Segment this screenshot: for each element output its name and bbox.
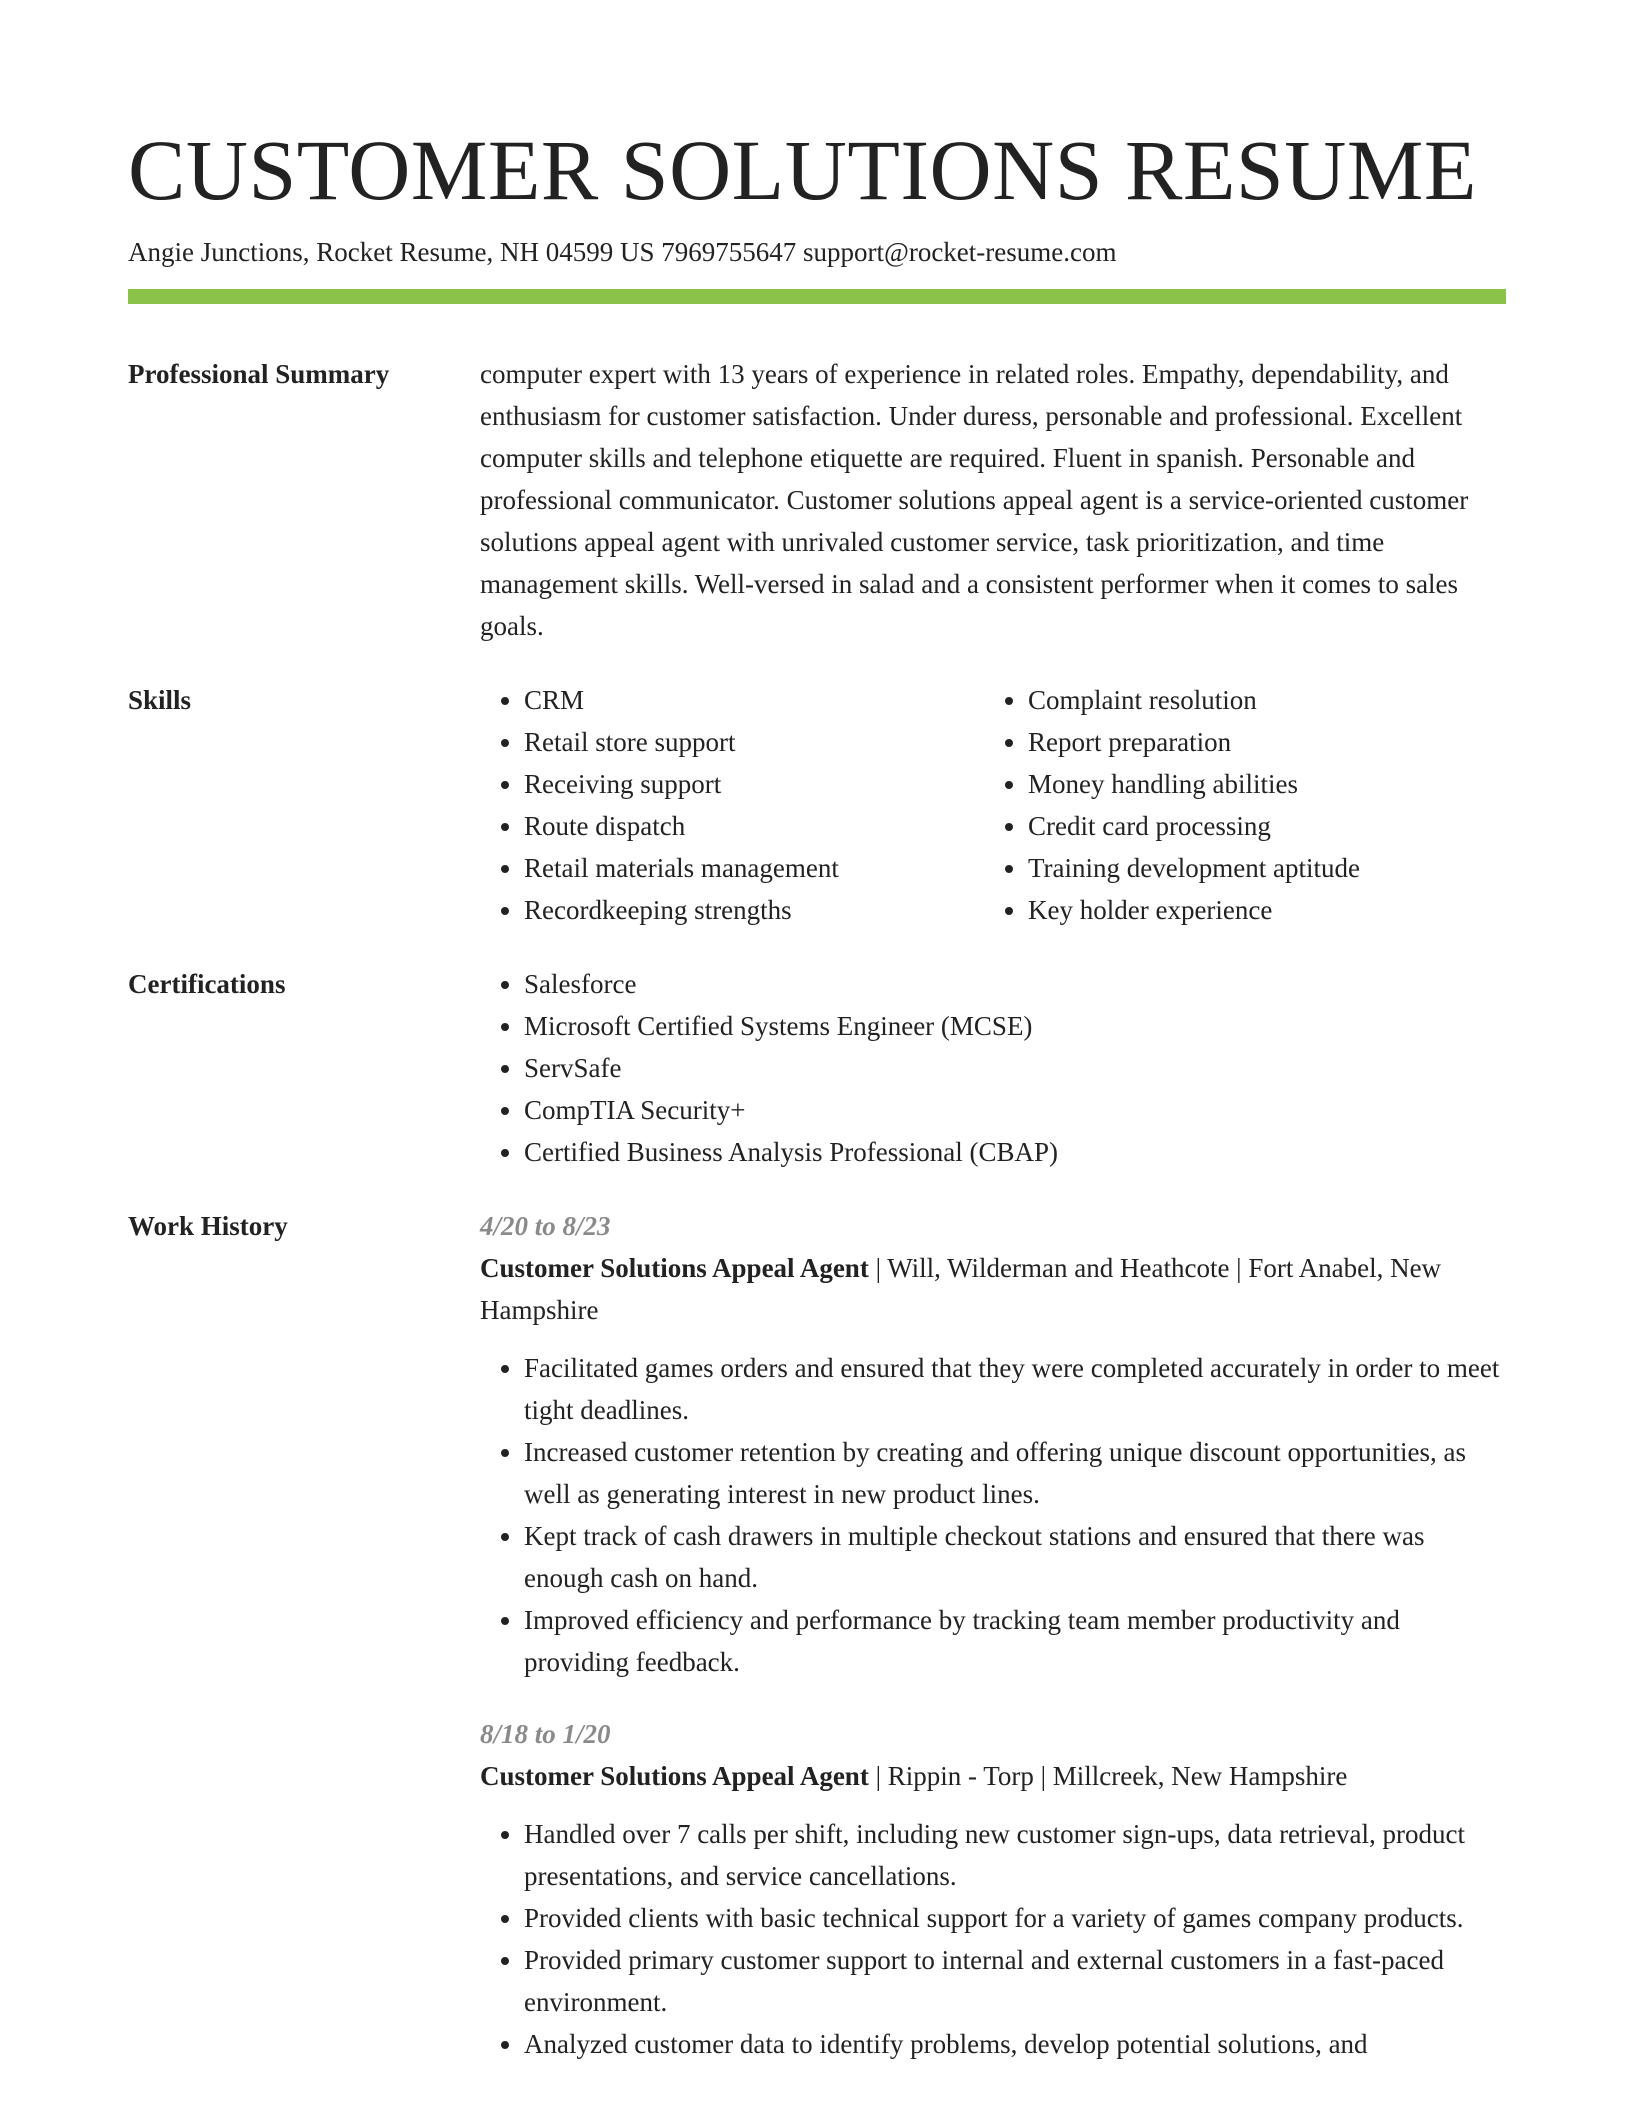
certifications-content <box>480 963 1506 1173</box>
job-title: Customer Solutions Appeal Agent <box>480 1761 869 1791</box>
work-history-heading: Work History <box>128 1211 288 1241</box>
contact-line: Angie Junctions, Rocket Resume, NH 04599 US 7969755647 support@rocket-resume.com <box>128 237 1117 267</box>
summary-section <box>128 353 1506 647</box>
skill-item: • Training development aptitude <box>1028 847 1506 889</box>
skill-item: • Complaint resolution <box>1028 679 1506 721</box>
certification-item: • Certified Business Analysis Professional (CBAP) <box>524 1131 1506 1173</box>
summary-text: computer expert with 13 years of experience in related roles. Empathy, dependability, and enthusiasm for customer satisfaction. Under duress, personable and professional. Excellent computer skills and telephone etiquette are required. Fluent in spanish. Personable and professional communicator. Customer solutions appeal agent is a service-oriented customer solutions appeal agent with unrivaled customer service, task prioritization, and time management skills. Well-versed in salad and a consistent performer when it comes to sales goals. <box>480 359 1469 641</box>
job-details: | Rippin - Torp | Millcreek, New Hampshire <box>868 1761 1348 1791</box>
skill-item: • CRM <box>524 679 984 721</box>
certification-item: • ServSafe <box>524 1047 1506 1089</box>
skill-item: • Recordkeeping strengths <box>524 889 984 931</box>
job-bullet: • Facilitated games orders and ensured that they were completed accurately in order to meet tight deadlines. <box>524 1347 1506 1431</box>
skill-item: • Key holder experience <box>1028 889 1506 931</box>
skill-item: • Route dispatch <box>524 805 984 847</box>
resume-title: CUSTOMER SOLUTIONS RESUME <box>128 122 1477 218</box>
job-details: | Will, Wilderman and Heathcote | Fort Anabel, New Hampshire <box>480 1253 1442 1325</box>
job-dates: 8/18 to 1/20 <box>480 1719 611 1749</box>
accent-divider <box>128 289 1506 304</box>
skills-columns <box>480 679 1506 931</box>
skills-section <box>128 679 1506 931</box>
summary-heading: Professional Summary <box>128 359 390 389</box>
skills-heading: Skills <box>128 685 192 715</box>
job-bullet: • Provided primary customer support to internal and external customers in a fast-paced environment. <box>524 1939 1506 2023</box>
skill-item: • Retail materials management <box>524 847 984 889</box>
job-bullet: • Provided clients with basic technical support for a variety of games company products. <box>524 1897 1506 1939</box>
job-bullets <box>480 1813 1506 2065</box>
certifications-list <box>480 963 1506 1173</box>
certifications-heading: Certifications <box>128 969 286 999</box>
skills-list-left <box>480 679 984 931</box>
job-header <box>480 1755 1506 1797</box>
job-dates: 4/20 to 8/23 <box>480 1211 611 1241</box>
skill-item: • Credit card processing <box>1028 805 1506 847</box>
job-bullet: • Handled over 7 calls per shift, including new customer sign-ups, data retrieval, product presentations, and service cancellations. <box>524 1813 1506 1897</box>
certification-item: • CompTIA Security+ <box>524 1089 1506 1131</box>
certification-item: • Salesforce <box>524 963 1506 1005</box>
skill-item: • Report preparation <box>1028 721 1506 763</box>
job-bullet: • Improved efficiency and performance by tracking team member productivity and providing feedback. <box>524 1599 1506 1683</box>
job-entry <box>480 1205 1506 1683</box>
job-bullet: • Kept track of cash drawers in multiple checkout stations and ensured that there was enough cash on hand. <box>524 1515 1506 1599</box>
skills-list-right <box>984 679 1506 931</box>
work-history-content <box>480 1205 1506 2065</box>
job-bullets <box>480 1347 1506 1683</box>
job-header <box>480 1247 1506 1331</box>
skill-item: • Receiving support <box>524 763 984 805</box>
job-entry <box>480 1713 1506 2065</box>
work-history-section <box>128 1205 1506 2065</box>
job-bullet: • Analyzed customer data to identify problems, develop potential solutions, and <box>524 2023 1506 2065</box>
job-title: Customer Solutions Appeal Agent <box>480 1253 869 1283</box>
skill-item: • Retail store support <box>524 721 984 763</box>
certifications-section <box>128 963 1506 1173</box>
summary-content <box>480 353 1506 647</box>
certification-item: • Microsoft Certified Systems Engineer (MCSE) <box>524 1005 1506 1047</box>
job-bullet: • Increased customer retention by creating and offering unique discount opportunities, as well as generating interest in new product lines. <box>524 1431 1506 1515</box>
skill-item: • Money handling abilities <box>1028 763 1506 805</box>
resume-page <box>128 0 1506 2065</box>
